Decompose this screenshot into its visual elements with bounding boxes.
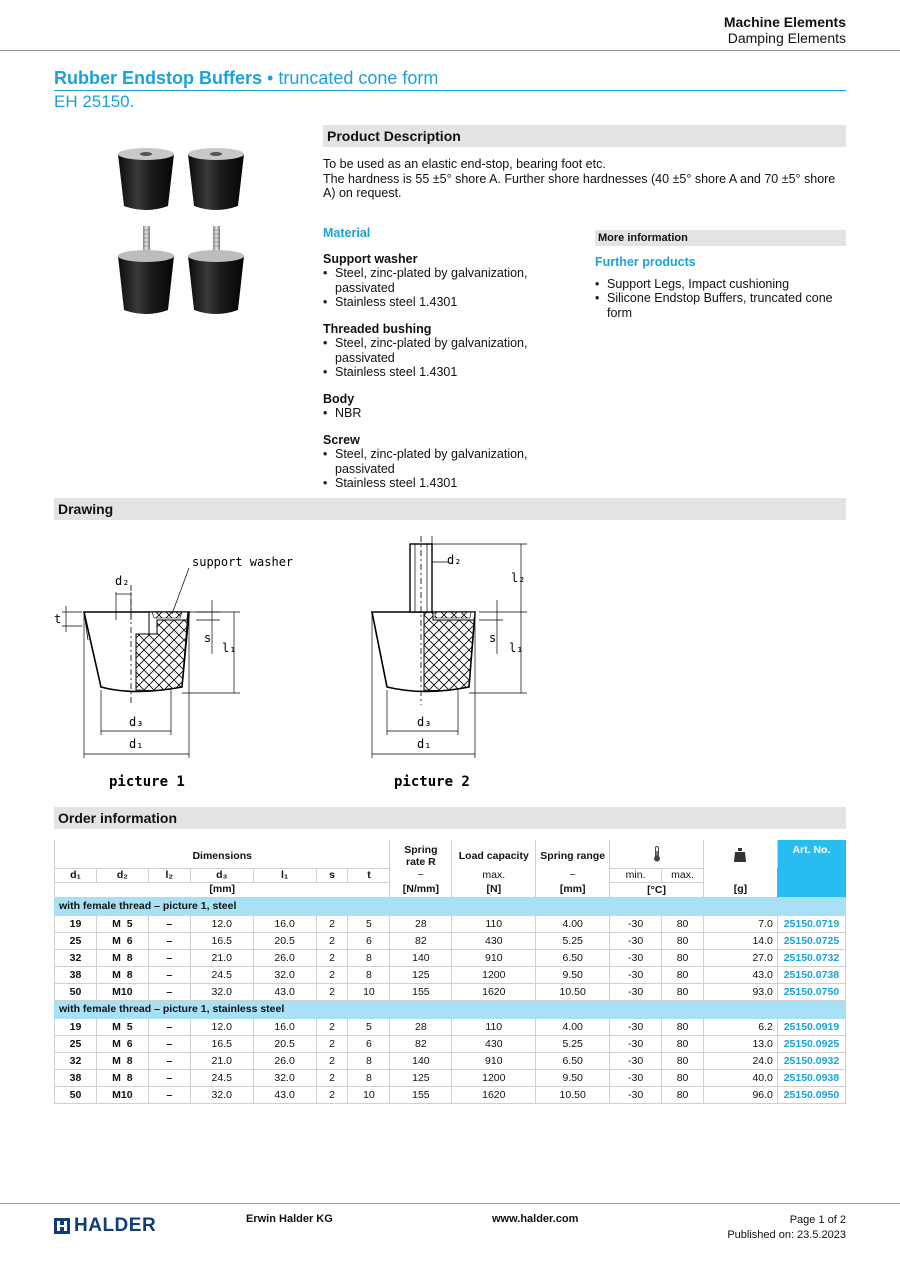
cell-art-no[interactable]: 25150.0950 bbox=[777, 1086, 845, 1103]
cell-d2: M 8 bbox=[96, 1069, 148, 1086]
material-heading: Material bbox=[323, 226, 371, 240]
footer-company: Erwin Halder KG bbox=[246, 1213, 333, 1225]
cell-s: 2 bbox=[316, 1035, 348, 1052]
cell-spring-range: 6.50 bbox=[536, 1052, 610, 1069]
cell-d3: 21.0 bbox=[190, 949, 253, 966]
cell-t: 8 bbox=[348, 1069, 390, 1086]
cell-s: 2 bbox=[316, 1069, 348, 1086]
further-products-heading: Further products bbox=[595, 255, 696, 269]
more-information-heading: More information bbox=[595, 230, 846, 246]
cell-temp-max: 80 bbox=[662, 1069, 704, 1086]
cell-weight: 24.0 bbox=[704, 1052, 778, 1069]
cell-l1: 32.0 bbox=[253, 966, 316, 983]
weight-icon bbox=[733, 848, 747, 862]
unit-n-mm: [N/mm] bbox=[390, 882, 452, 897]
table-row bbox=[55, 1069, 846, 1086]
cell-temp-min: -30 bbox=[610, 949, 662, 966]
cell-l1: 43.0 bbox=[253, 1086, 316, 1103]
cell-d1: 38 bbox=[55, 966, 97, 983]
order-table bbox=[54, 840, 846, 1104]
cell-s: 2 bbox=[316, 915, 348, 932]
header-load-max: max. bbox=[452, 868, 536, 882]
cell-s: 2 bbox=[316, 966, 348, 983]
table-header-row-2 bbox=[55, 868, 846, 882]
technical-drawing bbox=[54, 530, 554, 794]
cell-art-no[interactable]: 25150.0932 bbox=[777, 1052, 845, 1069]
cell-l1: 26.0 bbox=[253, 949, 316, 966]
cell-l1: 16.0 bbox=[253, 915, 316, 932]
cell-weight: 27.0 bbox=[704, 949, 778, 966]
cell-weight: 14.0 bbox=[704, 932, 778, 949]
drawing-label-d1-p2: d₁ bbox=[417, 737, 432, 751]
product-description bbox=[323, 157, 846, 201]
cell-t: 5 bbox=[348, 915, 390, 932]
material-section-title: Body bbox=[323, 391, 355, 406]
cell-d2: M 6 bbox=[96, 932, 148, 949]
cell-l1: 32.0 bbox=[253, 1069, 316, 1086]
drawing-label-s-p2: s bbox=[489, 631, 497, 645]
further-product-link[interactable]: • Support Legs, Impact cushioning bbox=[595, 277, 846, 292]
table-row bbox=[55, 966, 846, 983]
cell-d1: 25 bbox=[55, 932, 97, 949]
cell-l1: 26.0 bbox=[253, 1052, 316, 1069]
header-d2: d₂ bbox=[96, 868, 148, 882]
table-row bbox=[55, 949, 846, 966]
cell-l2: – bbox=[148, 915, 190, 932]
cell-l2: – bbox=[148, 1069, 190, 1086]
buffer-female-1 bbox=[118, 148, 174, 210]
cell-art-no[interactable]: 25150.0725 bbox=[777, 932, 845, 949]
cell-temp-max: 80 bbox=[662, 1035, 704, 1052]
cell-temp-min: -30 bbox=[610, 1018, 662, 1035]
footer-divider bbox=[0, 1203, 900, 1204]
cell-load-capacity: 1620 bbox=[452, 983, 536, 1000]
cell-l1: 20.5 bbox=[253, 932, 316, 949]
header-s: s bbox=[316, 868, 348, 882]
cell-d3: 32.0 bbox=[190, 983, 253, 1000]
drawing-picture-1 bbox=[54, 555, 293, 790]
cell-l2: – bbox=[148, 983, 190, 1000]
table-row bbox=[55, 915, 846, 932]
title-rule bbox=[54, 90, 846, 91]
header-l2: l₂ bbox=[148, 868, 190, 882]
cell-load-capacity: 430 bbox=[452, 932, 536, 949]
cell-d1: 19 bbox=[55, 1018, 97, 1035]
cell-weight: 43.0 bbox=[704, 966, 778, 983]
table-row bbox=[55, 1052, 846, 1069]
cell-spring-rate: 125 bbox=[390, 1069, 452, 1086]
cell-spring-range: 9.50 bbox=[536, 1069, 610, 1086]
cell-d3: 21.0 bbox=[190, 1052, 253, 1069]
header-subcategory: Damping Elements bbox=[727, 30, 846, 46]
drawing-label-l2: l₂ bbox=[511, 571, 526, 585]
cell-weight: 6.2 bbox=[704, 1018, 778, 1035]
drawing-label-d3: d₃ bbox=[129, 715, 144, 729]
cell-art-no[interactable]: 25150.0738 bbox=[777, 966, 845, 983]
product-title bbox=[54, 68, 438, 89]
cell-temp-max: 80 bbox=[662, 983, 704, 1000]
cell-spring-range: 5.25 bbox=[536, 1035, 610, 1052]
cell-t: 5 bbox=[348, 1018, 390, 1035]
cell-s: 2 bbox=[316, 1086, 348, 1103]
footer-page-info bbox=[727, 1213, 846, 1243]
group-title: with female thread – picture 1, steel bbox=[55, 897, 846, 915]
drawing-label-s: s bbox=[204, 631, 212, 645]
cell-spring-rate: 155 bbox=[390, 983, 452, 1000]
cell-t: 8 bbox=[348, 949, 390, 966]
unit-n: [N] bbox=[452, 882, 536, 897]
cell-temp-max: 80 bbox=[662, 915, 704, 932]
order-information-heading: Order information bbox=[54, 807, 846, 829]
cell-weight: 40.0 bbox=[704, 1069, 778, 1086]
drawing-label-l1: l₁ bbox=[222, 641, 237, 655]
table-group-header bbox=[55, 897, 846, 915]
cell-d2: M 5 bbox=[96, 915, 148, 932]
cell-temp-max: 80 bbox=[662, 1052, 704, 1069]
footer-published-date: Published on: 23.5.2023 bbox=[727, 1229, 846, 1241]
drawing-picture-2 bbox=[372, 536, 527, 790]
cell-temp-max: 80 bbox=[662, 966, 704, 983]
cell-load-capacity: 1200 bbox=[452, 966, 536, 983]
cell-temp-max: 80 bbox=[662, 1018, 704, 1035]
cell-spring-rate: 82 bbox=[390, 1035, 452, 1052]
drawing-label-support-washer: support washer bbox=[192, 555, 294, 569]
material-section-title: Support washer bbox=[323, 251, 418, 266]
description-line-2: The hardness is 55 ±5° shore A. Further shore hardnesses (40 ±5° shore A and 70 ±5° shore A) on request. bbox=[323, 171, 836, 200]
cell-d1: 32 bbox=[55, 1052, 97, 1069]
cell-spring-rate: 125 bbox=[390, 966, 452, 983]
cell-temp-min: -30 bbox=[610, 1086, 662, 1103]
description-line-1: To be used as an elastic end-stop, bearing foot etc. bbox=[323, 157, 606, 171]
cell-spring-rate: 28 bbox=[390, 1018, 452, 1035]
drawing-heading: Drawing bbox=[54, 498, 846, 520]
header-d1: d₁ bbox=[55, 868, 97, 882]
material-item: • Steel, zinc-plated by galvanization, passivated bbox=[323, 336, 543, 365]
cell-t: 6 bbox=[348, 932, 390, 949]
cell-l2: – bbox=[148, 966, 190, 983]
cell-d3: 24.5 bbox=[190, 966, 253, 983]
cell-s: 2 bbox=[316, 932, 348, 949]
cell-load-capacity: 430 bbox=[452, 1035, 536, 1052]
header-load-capacity: Load capacity bbox=[452, 840, 536, 868]
drawing-label-l1-p2: l₁ bbox=[509, 641, 524, 655]
drawing-label-d2: d₂ bbox=[115, 574, 130, 588]
material-item: • Stainless steel 1.4301 bbox=[323, 295, 543, 310]
cell-t: 6 bbox=[348, 1035, 390, 1052]
cell-l2: – bbox=[148, 1052, 190, 1069]
cell-s: 2 bbox=[316, 1052, 348, 1069]
table-row bbox=[55, 932, 846, 949]
cell-s: 2 bbox=[316, 983, 348, 1000]
cell-l1: 43.0 bbox=[253, 983, 316, 1000]
cell-art-no[interactable]: 25150.0719 bbox=[777, 915, 845, 932]
cell-d1: 50 bbox=[55, 1086, 97, 1103]
cell-d2: M 8 bbox=[96, 966, 148, 983]
thermometer-icon bbox=[653, 846, 661, 862]
cell-temp-min: -30 bbox=[610, 966, 662, 983]
product-title-form: truncated cone form bbox=[278, 68, 439, 88]
cell-temp-max: 80 bbox=[662, 932, 704, 949]
cell-spring-rate: 155 bbox=[390, 1086, 452, 1103]
product-title-main: Rubber Endstop Buffers bbox=[54, 68, 263, 88]
material-item: • Stainless steel 1.4301 bbox=[323, 476, 543, 491]
material-section-title: Threaded bushing bbox=[323, 321, 432, 336]
header-temp-max: max. bbox=[662, 868, 704, 882]
cell-d1: 38 bbox=[55, 1069, 97, 1086]
table-row bbox=[55, 983, 846, 1000]
cell-weight: 7.0 bbox=[704, 915, 778, 932]
header-t: t bbox=[348, 868, 390, 882]
cell-art-no[interactable]: 25150.0750 bbox=[777, 983, 845, 1000]
halder-logo[interactable] bbox=[54, 1216, 156, 1236]
drawing-caption-picture-2: picture 2 bbox=[394, 774, 470, 790]
cell-spring-range: 4.00 bbox=[536, 1018, 610, 1035]
cell-l2: – bbox=[148, 1086, 190, 1103]
halder-logo-mark-icon bbox=[54, 1218, 70, 1234]
cell-d3: 24.5 bbox=[190, 1069, 253, 1086]
cell-temp-max: 80 bbox=[662, 1086, 704, 1103]
cell-temp-min: -30 bbox=[610, 1035, 662, 1052]
header-dimensions: Dimensions bbox=[55, 840, 390, 868]
header-divider bbox=[0, 50, 900, 51]
header-d3: d₃ bbox=[190, 868, 253, 882]
cell-d2: M10 bbox=[96, 983, 148, 1000]
table-header-row-1 bbox=[55, 840, 846, 868]
header-weight-blank bbox=[704, 868, 778, 882]
header-spring-range-tilde: ~ bbox=[536, 868, 610, 882]
cell-load-capacity: 110 bbox=[452, 915, 536, 932]
cell-spring-rate: 82 bbox=[390, 932, 452, 949]
cell-spring-rate: 140 bbox=[390, 1052, 452, 1069]
material-item: • Steel, zinc-plated by galvanization, passivated bbox=[323, 447, 543, 476]
order-table-body bbox=[55, 897, 846, 1103]
cell-d1: 25 bbox=[55, 1035, 97, 1052]
cell-t: 10 bbox=[348, 1086, 390, 1103]
cell-l2: – bbox=[148, 932, 190, 949]
cell-art-no[interactable]: 25150.0732 bbox=[777, 949, 845, 966]
cell-d2: M10 bbox=[96, 1086, 148, 1103]
cell-temp-min: -30 bbox=[610, 983, 662, 1000]
table-row bbox=[55, 1035, 846, 1052]
table-header-units bbox=[55, 882, 846, 897]
cell-spring-range: 6.50 bbox=[536, 949, 610, 966]
cell-temp-max: 80 bbox=[662, 949, 704, 966]
cell-d1: 19 bbox=[55, 915, 97, 932]
cell-d3: 32.0 bbox=[190, 1086, 253, 1103]
header-l1: l₁ bbox=[253, 868, 316, 882]
table-group-header bbox=[55, 1000, 846, 1018]
cell-l1: 20.5 bbox=[253, 1035, 316, 1052]
material-item: • Stainless steel 1.4301 bbox=[323, 365, 543, 380]
table-row bbox=[55, 1086, 846, 1103]
cell-t: 8 bbox=[348, 966, 390, 983]
cell-l2: – bbox=[148, 1035, 190, 1052]
cell-d2: M 8 bbox=[96, 949, 148, 966]
unit-mm: [mm] bbox=[55, 882, 390, 897]
product-description-heading: Product Description bbox=[323, 125, 846, 147]
title-separator: • bbox=[262, 68, 279, 88]
buffer-female-2 bbox=[188, 148, 244, 210]
cell-s: 2 bbox=[316, 949, 348, 966]
unit-celsius: [°C] bbox=[610, 882, 704, 897]
header-category: Machine Elements bbox=[723, 14, 846, 30]
cell-temp-min: -30 bbox=[610, 932, 662, 949]
cell-art-no[interactable]: 25150.0925 bbox=[777, 1035, 845, 1052]
footer-website-link[interactable]: www.halder.com bbox=[492, 1213, 579, 1225]
material-item: • Steel, zinc-plated by galvanization, passivated bbox=[323, 266, 543, 295]
cell-d1: 32 bbox=[55, 949, 97, 966]
material-body bbox=[323, 392, 543, 421]
product-code: EH 25150. bbox=[54, 92, 135, 111]
header-art-no: Art. No. bbox=[777, 840, 845, 897]
cell-t: 10 bbox=[348, 983, 390, 1000]
table-row bbox=[55, 1018, 846, 1035]
material-section bbox=[323, 226, 543, 491]
cell-l2: – bbox=[148, 1018, 190, 1035]
document-header bbox=[724, 14, 846, 46]
cell-load-capacity: 1200 bbox=[452, 1069, 536, 1086]
cell-weight: 93.0 bbox=[704, 983, 778, 1000]
cell-d3: 16.5 bbox=[190, 1035, 253, 1052]
cell-art-no[interactable]: 25150.0938 bbox=[777, 1069, 845, 1086]
cell-load-capacity: 910 bbox=[452, 1052, 536, 1069]
cell-d3: 12.0 bbox=[190, 1018, 253, 1035]
cell-spring-range: 5.25 bbox=[536, 932, 610, 949]
cell-d2: M 8 bbox=[96, 1052, 148, 1069]
cell-spring-rate: 140 bbox=[390, 949, 452, 966]
unit-grams: [g] bbox=[704, 882, 778, 897]
cell-load-capacity: 1620 bbox=[452, 1086, 536, 1103]
unit-spring-range-mm: [mm] bbox=[536, 882, 610, 897]
buffer-male-1 bbox=[118, 226, 174, 314]
cell-s: 2 bbox=[316, 1018, 348, 1035]
cell-d3: 16.5 bbox=[190, 932, 253, 949]
product-photo bbox=[106, 140, 270, 324]
cell-temp-min: -30 bbox=[610, 1052, 662, 1069]
drawing-label-d3-p2: d₃ bbox=[417, 715, 432, 729]
cell-d3: 12.0 bbox=[190, 915, 253, 932]
cell-temp-min: -30 bbox=[610, 915, 662, 932]
material-item: • NBR bbox=[323, 406, 543, 421]
header-spring-rate-tilde: ~ bbox=[390, 868, 452, 882]
cell-weight: 13.0 bbox=[704, 1035, 778, 1052]
cell-t: 8 bbox=[348, 1052, 390, 1069]
footer-page-number: Page 1 of 2 bbox=[789, 1214, 846, 1226]
group-title: with female thread – picture 1, stainless steel bbox=[55, 1000, 846, 1018]
header-temperature bbox=[610, 840, 704, 868]
header-spring-range: Spring range bbox=[536, 840, 610, 868]
header-weight bbox=[704, 840, 778, 868]
cell-d2: M 5 bbox=[96, 1018, 148, 1035]
buffer-male-2 bbox=[188, 226, 244, 314]
cell-temp-min: -30 bbox=[610, 1069, 662, 1086]
cell-weight: 96.0 bbox=[704, 1086, 778, 1103]
more-information bbox=[595, 230, 846, 320]
cell-art-no[interactable]: 25150.0919 bbox=[777, 1018, 845, 1035]
cell-spring-rate: 28 bbox=[390, 915, 452, 932]
cell-spring-range: 10.50 bbox=[536, 983, 610, 1000]
cell-spring-range: 10.50 bbox=[536, 1086, 610, 1103]
material-screw bbox=[323, 433, 543, 491]
drawing-label-d2-p2: d₂ bbox=[447, 553, 462, 567]
cell-l1: 16.0 bbox=[253, 1018, 316, 1035]
cell-d2: M 6 bbox=[96, 1035, 148, 1052]
logo-wordmark: HALDER bbox=[74, 1215, 157, 1236]
drawing-caption-picture-1: picture 1 bbox=[109, 774, 185, 790]
material-section-title: Screw bbox=[323, 432, 360, 447]
cell-d1: 50 bbox=[55, 983, 97, 1000]
cell-l2: – bbox=[148, 949, 190, 966]
header-spring-rate: Spring rate R bbox=[390, 840, 452, 868]
header-temp-min: min. bbox=[610, 868, 662, 882]
drawing-label-d1: d₁ bbox=[129, 737, 144, 751]
material-threaded-bushing bbox=[323, 322, 543, 380]
cell-load-capacity: 110 bbox=[452, 1018, 536, 1035]
drawing-label-t: t bbox=[54, 612, 62, 626]
cell-spring-range: 9.50 bbox=[536, 966, 610, 983]
further-product-link[interactable]: • Silicone Endstop Buffers, truncated cone form bbox=[595, 291, 846, 320]
cell-load-capacity: 910 bbox=[452, 949, 536, 966]
material-support-washer bbox=[323, 252, 543, 310]
cell-spring-range: 4.00 bbox=[536, 915, 610, 932]
